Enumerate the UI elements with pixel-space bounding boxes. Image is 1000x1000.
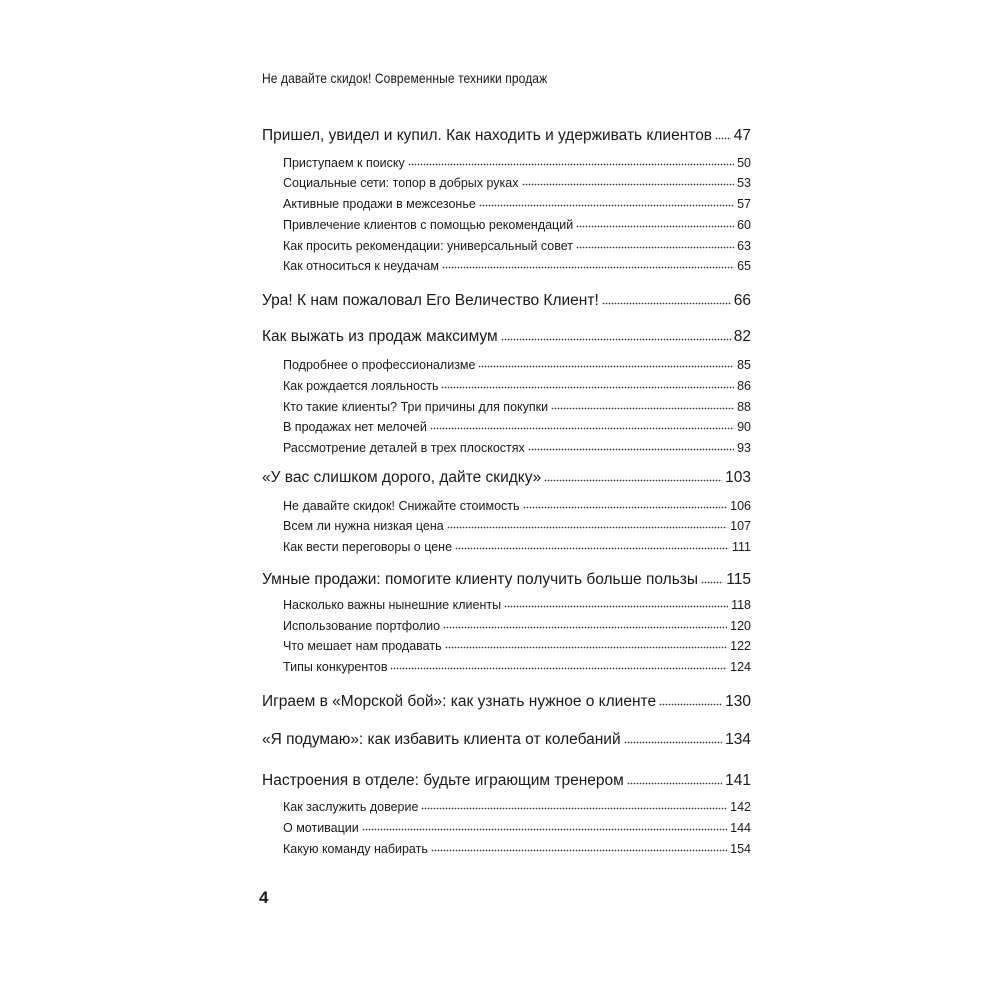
toc-entry-page-number: 154 <box>730 842 751 856</box>
toc-entry-page-number: 106 <box>730 499 751 513</box>
toc-dot-leader <box>421 800 727 814</box>
toc-dot-leader <box>455 540 729 554</box>
toc-entry-title: Как вести переговоры о цене <box>283 540 453 554</box>
toc-entry-title: Играем в «Морской бой»: как узнать нужное о клиенте <box>262 693 657 710</box>
toc-chapter-entry <box>262 731 751 749</box>
toc-entry-title: Что мешает нам продавать <box>283 639 442 653</box>
toc-entry-title: Как рождается лояльность <box>283 379 439 393</box>
toc-entry-page-number: 66 <box>733 292 751 309</box>
toc-dot-leader <box>501 328 731 346</box>
toc-entry-title: Социальные сети: топор в добрых руках <box>283 176 519 190</box>
toc-dot-leader <box>430 420 734 434</box>
toc-entry-page-number: 111 <box>731 540 751 554</box>
toc-entry-page-number: 103 <box>725 469 751 486</box>
toc-section-entry <box>283 358 751 372</box>
toc-entry-page-number: 93 <box>737 441 751 455</box>
toc-entry-title: Настроения в отделе: будьте играющим тренером <box>262 772 624 789</box>
toc-entry-title: Привлечение клиентов с помощью рекомендаций <box>283 218 574 232</box>
toc-entry-title: Пришел, увидел и купил. Как находить и удерживать клиентов <box>262 127 713 144</box>
toc-entry-page-number: 86 <box>737 379 751 393</box>
toc-entry-page-number: 122 <box>730 639 751 653</box>
toc-entry-title: Рассмотрение деталей в трех плоскостях <box>283 441 525 455</box>
toc-dot-leader <box>576 218 734 232</box>
toc-section-entry <box>283 540 751 554</box>
toc-entry-page-number: 65 <box>737 259 751 273</box>
toc-section-entry <box>283 660 751 674</box>
toc-section-entry <box>283 519 751 533</box>
toc-entry-page-number: 141 <box>725 772 751 789</box>
toc-dot-leader <box>551 400 734 414</box>
toc-entry-title: Использование портфолио <box>283 619 441 633</box>
toc-entry-page-number: 144 <box>730 821 751 835</box>
toc-entry-page-number: 60 <box>737 218 751 232</box>
toc-entry-page-number: 107 <box>730 519 751 533</box>
toc-entry-page-number: 57 <box>737 197 751 211</box>
toc-section-entry <box>283 420 751 434</box>
toc-dot-leader <box>443 619 727 633</box>
toc-entry-title: Как выжать из продаж максимум <box>262 328 498 345</box>
toc-section-entry <box>283 800 751 814</box>
toc-section-entry <box>283 239 751 253</box>
toc-dot-leader <box>576 239 734 253</box>
toc-chapter-entry <box>262 469 751 487</box>
toc-section-entry <box>283 499 751 513</box>
toc-dot-leader <box>715 127 731 145</box>
toc-entry-title: Как просить рекомендации: универсальный совет <box>283 239 574 253</box>
toc-dot-leader <box>528 441 734 455</box>
running-header: Не давайте скидок! Современные техники продаж <box>262 70 548 86</box>
toc-section-entry <box>283 156 751 170</box>
toc-entry-page-number: 53 <box>737 176 751 190</box>
toc-entry-title: Насколько важны нынешние клиенты <box>283 598 502 612</box>
toc-entry-title: «Я подумаю»: как избавить клиента от колебаний <box>262 731 621 748</box>
toc-entry-page-number: 63 <box>737 239 751 253</box>
toc-dot-leader <box>627 772 722 790</box>
toc-section-entry <box>283 639 751 653</box>
toc-entry-title: Как относиться к неудачам <box>283 259 439 273</box>
toc-entry-title: Подробнее о профессионализме <box>283 358 476 372</box>
toc-dot-leader <box>441 379 734 393</box>
toc-section-entry <box>283 218 751 232</box>
toc-chapter-entry <box>262 693 751 711</box>
toc-entry-title: Всем ли нужна низкая цена <box>283 519 444 533</box>
toc-dot-leader <box>479 197 734 211</box>
toc-entry-page-number: 90 <box>737 420 751 434</box>
toc-dot-leader <box>701 571 723 589</box>
toc-entry-page-number: 120 <box>730 619 751 633</box>
toc-entry-page-number: 85 <box>737 358 751 372</box>
toc-entry-title: Ура! К нам пожаловал Его Величество Клиент! <box>262 292 599 309</box>
toc-entry-page-number: 88 <box>737 400 751 414</box>
toc-dot-leader <box>478 358 734 372</box>
toc-entry-title: В продажах нет мелочей <box>283 420 427 434</box>
toc-entry-title: Приступаем к поиску <box>283 156 405 170</box>
toc-entry-page-number: 130 <box>725 693 751 710</box>
toc-entry-title: О мотивации <box>283 821 359 835</box>
toc-entry-title: Какую команду набирать <box>283 842 428 856</box>
toc-dot-leader <box>362 821 727 835</box>
toc-entry-page-number: 82 <box>733 328 751 345</box>
toc-section-entry <box>283 821 751 835</box>
toc-section-entry <box>283 842 751 856</box>
toc-entry-title: «У вас слишком дорого, дайте скидку» <box>262 469 542 486</box>
toc-section-entry <box>283 598 751 612</box>
toc-dot-leader <box>659 693 722 711</box>
toc-entry-title: Не давайте скидок! Снижайте стоимость <box>283 499 520 513</box>
toc-entry-page-number: 47 <box>733 127 751 144</box>
toc-dot-leader <box>390 660 727 674</box>
toc-dot-leader <box>522 176 735 190</box>
toc-section-entry <box>283 176 751 190</box>
toc-entry-page-number: 142 <box>730 800 751 814</box>
toc-entry-page-number: 50 <box>737 156 751 170</box>
toc-entry-page-number: 124 <box>730 660 751 674</box>
toc-entry-page-number: 115 <box>726 571 751 588</box>
toc-entry-page-number: 134 <box>725 731 751 748</box>
toc-section-entry <box>283 619 751 633</box>
toc-section-entry <box>283 379 751 393</box>
toc-entry-title: Кто такие клиенты? Три причины для покупки <box>283 400 549 414</box>
page-number: 4 <box>259 888 269 907</box>
toc-dot-leader <box>602 292 731 310</box>
toc-dot-leader <box>431 842 727 856</box>
toc-entry-title: Как заслужить доверие <box>283 800 419 814</box>
toc-dot-leader <box>624 731 723 749</box>
table-of-contents <box>262 0 751 1000</box>
toc-chapter-entry <box>262 571 751 589</box>
toc-dot-leader <box>447 519 727 533</box>
toc-section-entry <box>283 197 751 211</box>
toc-chapter-entry <box>262 772 751 790</box>
toc-dot-leader <box>544 469 722 487</box>
toc-entry-title: Типы конкурентов <box>283 660 388 674</box>
toc-section-entry <box>283 400 751 414</box>
toc-entry-title: Умные продажи: помогите клиенту получить больше пользы <box>262 571 699 588</box>
toc-chapter-entry <box>262 292 751 310</box>
toc-entry-page-number: 118 <box>731 598 751 612</box>
toc-entry-title: Активные продажи в межсезонье <box>283 197 476 211</box>
toc-chapter-entry <box>262 328 751 346</box>
toc-dot-leader <box>523 499 728 513</box>
toc-dot-leader <box>504 598 728 612</box>
toc-section-entry <box>283 441 751 455</box>
toc-dot-leader <box>445 639 728 653</box>
toc-section-entry <box>283 259 751 273</box>
toc-dot-leader <box>408 156 734 170</box>
toc-chapter-entry <box>262 127 751 145</box>
toc-dot-leader <box>442 259 734 273</box>
